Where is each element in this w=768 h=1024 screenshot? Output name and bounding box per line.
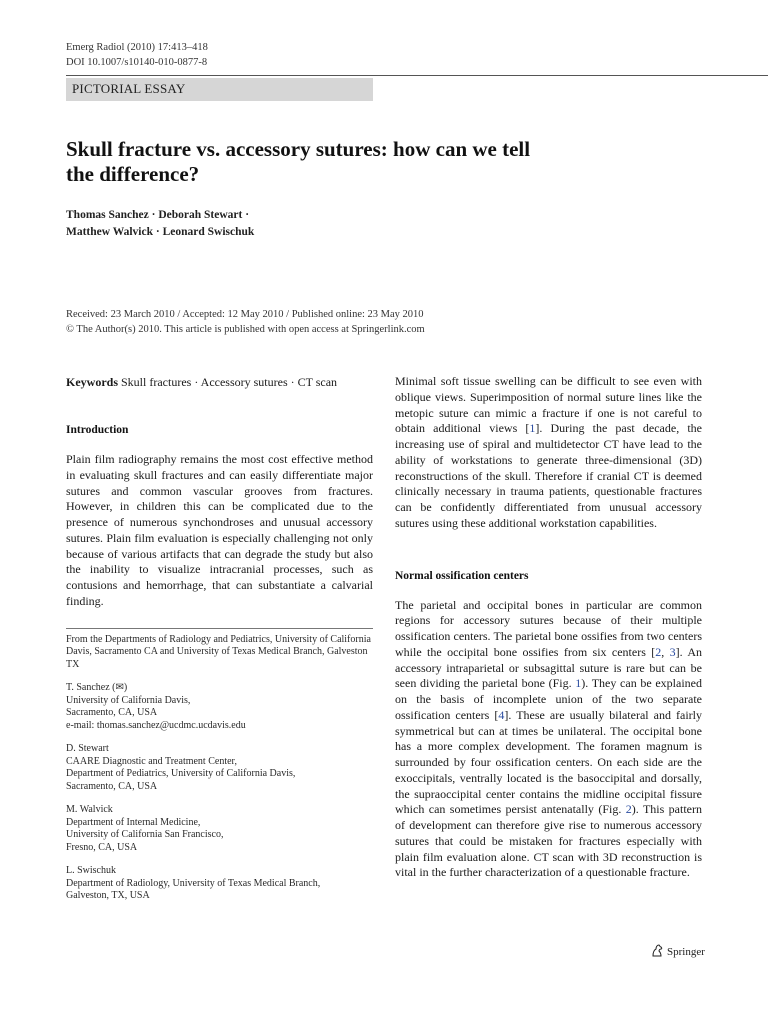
copyright-notice: © The Author(s) 2010. This article is published with open access at Springerlink.com bbox=[66, 324, 425, 335]
paragraph-intro-continued bbox=[395, 374, 702, 532]
affiliation-line: Department of Radiology, University of Texas Medical Branch, bbox=[66, 877, 321, 889]
affiliation-line: Sacramento, CA, USA bbox=[66, 780, 158, 792]
keywords-label: Keywords bbox=[66, 375, 118, 389]
affiliation-line: CAARE Diagnostic and Treatment Center, bbox=[66, 755, 237, 767]
affiliation-line: Galveston, TX, USA bbox=[66, 890, 150, 901]
affiliations bbox=[66, 634, 373, 903]
introduction-paragraph: Plain film radiography remains the most cost effective method in evaluating skull fractures and can easily differentiate major sutures and common vascular grooves from fractures. However, in children this can be complicated due to the presence of numerous synchondroses and unusual accessory sutures. Plain film evaluation is especially challenging not only because of various artifacts that can degrade the study but also the inability to visualize intracranial processes, such as contusions and hemorrhage, that can substantiate a calvarial finding. bbox=[66, 452, 373, 608]
text-run: , bbox=[661, 644, 670, 659]
text-run: ). This pattern of development can therefore give rise to numerous accessory sutures that could be mistaken for fractures especially with plain film evaluation alone. CT scan with 3D reconstruction is vital in the further characterization of a questionable fracture. bbox=[395, 802, 702, 880]
paragraph-ossification bbox=[395, 598, 702, 882]
text-run: The parietal and occipital bones in particular are common regions for accessory sutures because of their multiple ossification centers. The parietal bone ossifies from two centers while the occipital bone ossifies from six centers [ bbox=[395, 597, 702, 659]
citation-link[interactable]: 3 bbox=[669, 644, 676, 659]
affiliation-swischuk bbox=[66, 865, 373, 903]
publisher-mark bbox=[651, 944, 705, 960]
text-run: ). They can be explained on the basis of incomplete union of the two separate ossification centers [ bbox=[395, 676, 702, 722]
section-label: PICTORIAL ESSAY bbox=[72, 81, 186, 96]
text-run: ]. An accessory intraparietal or subsagittal suture is rare but can be seen dividing the parietal bone (Fig. bbox=[395, 644, 703, 691]
journal-citation: Emerg Radiol (2010) 17:413–418 bbox=[66, 42, 208, 53]
citation-link[interactable]: 2 bbox=[655, 644, 662, 659]
text-run: ]. These are usually bilateral and fairly symmetrical but can at times be unilateral. The occipital bone has a more complex development. The foramen magnum is surrounded by four ossification centers. On each side are the exoccipitals, ventrally located is the basoccipital and dorsally, the supraoccipital center contains the midline occipital fissure which can sometimes persist antenatally (Fig. bbox=[395, 707, 702, 817]
springer-horse-icon bbox=[651, 944, 664, 960]
text-run: ]. During the past decade, the increasing use of spiral and multidetector CT have lead to the ability of workstations to generate three-dimensional (3D) reconstructions of the skull. Therefore if cranial CT is deemed clinically necessary in trauma patients, questionable fractures can be confidently differentiated from unusual accessory sutures using these additional workstation capabilities. bbox=[395, 421, 702, 530]
introduction-heading: Introduction bbox=[66, 424, 129, 436]
author-name: T. Sanchez (✉) bbox=[66, 682, 128, 693]
ossification-heading: Normal ossification centers bbox=[395, 569, 529, 582]
text-run: Minimal soft tissue swelling can be difficult to see even with oblique views. Superimposition of normal suture lines like the metopic suture can mimic a fracture if one is not careful to obtain additional views [ bbox=[395, 374, 702, 436]
publisher-name: Springer bbox=[667, 946, 705, 958]
author-name: L. Swischuk bbox=[66, 865, 116, 876]
citation-link[interactable]: 1 bbox=[529, 421, 536, 436]
affiliation-line: Department of Pediatrics, University of California Davis, bbox=[66, 768, 296, 779]
left-column bbox=[66, 374, 373, 914]
affiliation-walvick bbox=[66, 804, 373, 854]
author-list bbox=[66, 207, 486, 241]
author-name: D. Stewart bbox=[66, 743, 109, 754]
header-rule bbox=[66, 75, 768, 76]
affiliation-line: Fresno, CA, USA bbox=[66, 841, 138, 853]
affiliation-departments: From the Departments of Radiology and Pediatrics, University of California Davis, Sacramento CA and University of Texas Medical Branch, Galveston TX bbox=[66, 633, 371, 670]
author-name: M. Walvick bbox=[66, 804, 113, 815]
title-line-2: the difference? bbox=[66, 162, 200, 186]
affiliation-line: Sacramento, CA, USA bbox=[66, 707, 158, 718]
affiliation-line: University of California San Francisco, bbox=[66, 829, 224, 840]
figure-link[interactable]: 2 bbox=[625, 802, 632, 817]
keywords-text: Skull fractures · Accessory sutures · CT scan bbox=[121, 375, 338, 389]
article-title bbox=[66, 137, 626, 187]
authors-line-1: Thomas Sanchez · Deborah Stewart · bbox=[66, 209, 250, 221]
email-address: e-mail: thomas.sanchez@ucdmc.ucdavis.edu bbox=[66, 719, 246, 731]
affiliation-sanchez bbox=[66, 682, 373, 732]
section-label-bar bbox=[66, 78, 373, 101]
publication-dates: Received: 23 March 2010 / Accepted: 12 May 2010 / Published online: 23 May 2010 bbox=[66, 309, 424, 320]
affiliation-line: University of California Davis, bbox=[66, 694, 191, 706]
journal-header bbox=[66, 40, 208, 70]
affiliation-stewart bbox=[66, 743, 373, 793]
affiliation-line: Department of Internal Medicine, bbox=[66, 816, 201, 828]
citation-link[interactable]: 4 bbox=[498, 707, 505, 722]
right-column bbox=[395, 374, 702, 881]
keywords bbox=[66, 374, 373, 390]
figure-link[interactable]: 1 bbox=[575, 676, 582, 691]
doi: DOI 10.1007/s10140-010-0877-8 bbox=[66, 57, 208, 68]
title-line-1: Skull fracture vs. accessory sutures: how can we tell bbox=[66, 137, 531, 161]
article-history bbox=[66, 307, 586, 337]
authors-line-2: Matthew Walvick · Leonard Swischuk bbox=[66, 226, 255, 238]
